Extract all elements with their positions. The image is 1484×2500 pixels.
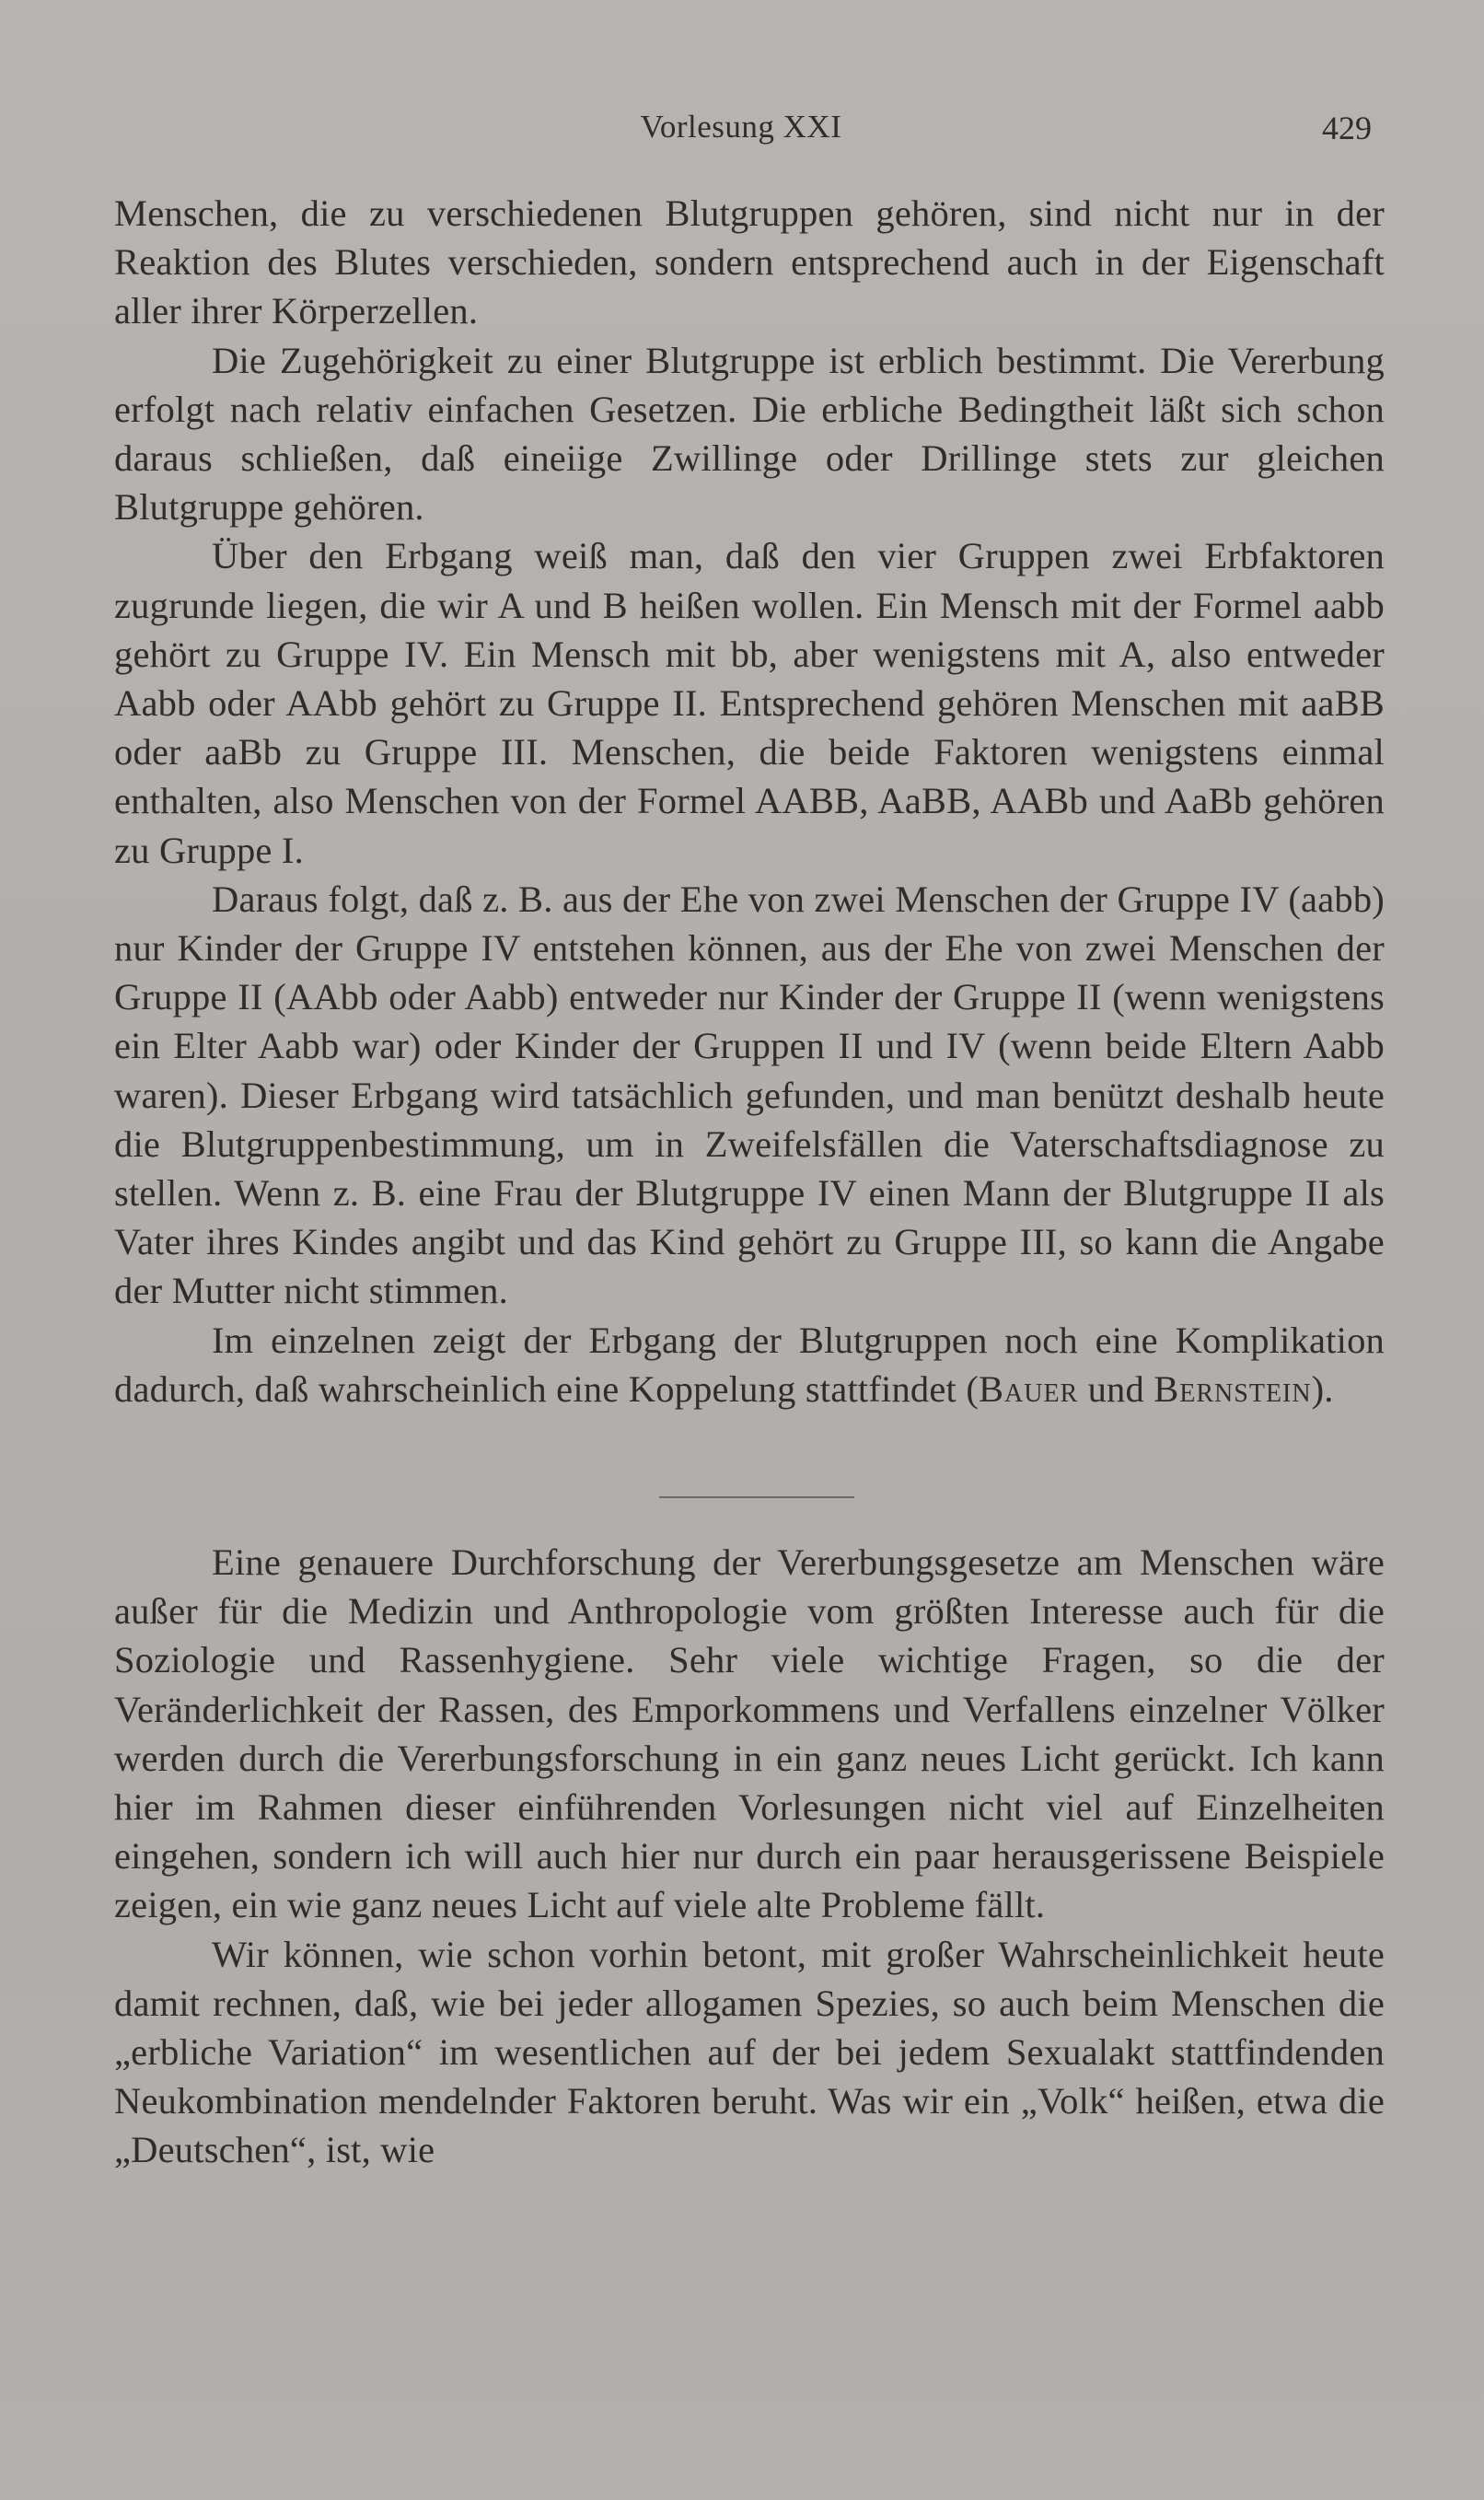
section-blood-groups <box>114 189 1385 1413</box>
running-head <box>110 109 1372 155</box>
page-number: 429 <box>1322 110 1372 146</box>
section-divider <box>659 1496 854 1498</box>
paragraph-5-end: ). <box>1311 1367 1334 1410</box>
paragraph-5 <box>114 1316 1385 1413</box>
author-name-bauer: Bauer <box>979 1367 1079 1410</box>
paragraph-3: Über den Erbgang weiß man, daß den vier Gruppen zwei Erbfaktoren zugrunde liegen, die wir A und B heißen wollen. Ein Mensch mit der Formel aabb gehört zu Gruppe IV. Ein Mensch mit bb, aber wenigstens mit A, also entweder Aabb oder AAbb gehört zu Gruppe II. Entsprechend gehören Menschen mit aaBB oder aaBb zu Gruppe III. Menschen, die beide Faktoren wenigstens einmal enthalten, also Menschen von der Formel AABB, AaBB, AABb und AaBb gehören zu Gruppe I. <box>114 535 1385 871</box>
paragraph-7: Wir können, wie schon vorhin betont, mit großer Wahrscheinlichkeit heute damit rechnen, daß, wie bei jeder allogamen Spezies, so auch beim Menschen die „erbliche Variation“ im wesentlichen auf der bei jedem Sexualakt stattfindenden Neukombination mendelnder Faktoren beruht. Was wir ein „Volk“ heißen, etwa die „Deutschen“, ist, wie <box>114 1933 1385 2171</box>
paragraph-6: Eine genauere Durchforschung der Vererbungsgesetze am Menschen wäre außer für die Medizin und Anthropologie vom größten Interesse auch für die Soziologie und Rassenhygiene. Sehr viele wichtige Fragen, so die der Veränderlichkeit der Rassen, des Emporkommens und Verfallens einzelner Völker werden durch die Vererbungsforschung in ein ganz neues Licht gerückt. Ich kann hier im Rahmen dieser einführenden Vorlesungen nicht viel auf Einzelheiten eingehen, sondern ich will auch hier nur durch ein paar herausgerissene Beispiele zeigen, ein wie ganz neues Licht auf viele alte Probleme fällt. <box>114 1541 1385 1926</box>
paragraph-4: Daraus folgt, daß z. B. aus der Ehe von zwei Menschen der Gruppe IV (aabb) nur Kinder der Gruppe IV entstehen können, aus der Ehe von zwei Menschen der Gruppe II (AAbb oder Aabb) entweder nur Kinder der Gruppe II (wenn wenigstens ein Elter Aabb war) oder Kinder der Gruppen II und IV (wenn beide Eltern Aabb waren). Dieser Erbgang wird tatsächlich gefunden, und man benützt deshalb heute die Blutgruppenbestimmung, um in Zweifelsfällen die Vaterschaftsdiagnose zu stellen. Wenn z. B. eine Frau der Blutgruppe IV einen Mann der Blutgruppe II als Vater ihres Kindes angibt und das Kind gehört zu Gruppe III, so kann die Angabe der Mutter nicht stimmen. <box>114 878 1385 1312</box>
section-heredity-research <box>114 1538 1385 2175</box>
paragraph-2: Die Zugehörigkeit zu einer Blutgruppe ist erblich bestimmt. Die Vererbung erfolgt nach relativ einfachen Gesetzen. Die erbliche Bedingtheit läßt sich schon daraus schließen, daß eineiige Zwillinge oder Drillinge stets zur gleichen Blutgruppe gehören. <box>114 339 1385 529</box>
paragraph-5-text: Im einzelnen zeigt der Erbgang der Blutgruppen noch eine Komplikation dadurch, daß wahrscheinlich eine Koppelung stattfindet ( <box>114 1319 1385 1410</box>
running-title: Vorlesung XXI <box>640 109 842 145</box>
author-name-bernstein: Bernstein <box>1154 1367 1312 1410</box>
paragraph-1: Menschen, die zu verschiedenen Blutgruppen gehören, sind nicht nur in der Reaktion des Blutes verschieden, sondern entsprechend auch in der Eigenschaft aller ihrer Körperzellen. <box>114 192 1385 332</box>
paragraph-5-conjunction: und <box>1078 1367 1154 1410</box>
